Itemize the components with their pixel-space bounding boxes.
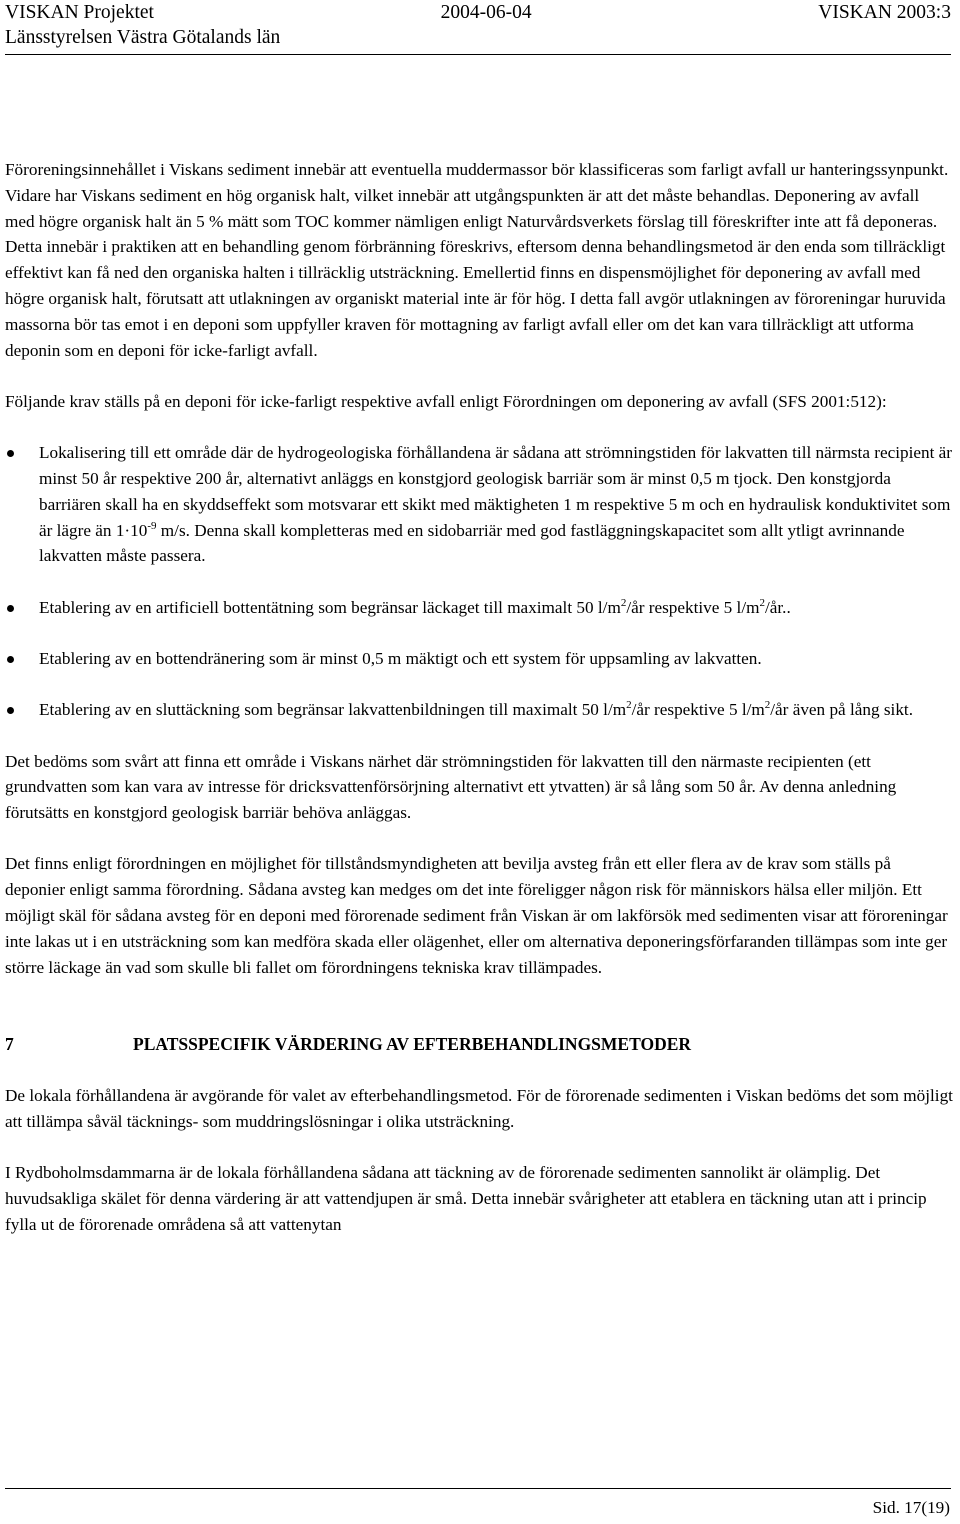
header-project: VISKAN Projektet xyxy=(5,2,154,23)
paragraph-1: Föroreningsinnehållet i Viskans sediment innebär att eventuella muddermassor bör klassificeras som farligt avfall ur hanteringssynpunkt. Vidare har Viskans sediment en hög organisk halt, vilket innebär att utgångspunkten är att det måste behandlas. Deponering av avfall med högre organisk halt än 5 % mätt som TOC kommer nämligen enligt Naturvårdsverkets förslag till föreskrifter inte att få deponeras. Detta innebär i praktiken att en behandling genom förbränning föreskrivs, eftersom denna behandlingsmetod är den enda som tillräckligt effektivt kan få ned den organiska halten i tillräcklig utsträckning. Emellertid finns en dispensmöjlighet för deponering av avfall med högre organisk halt, förutsatt att utlakningen av organiskt material inte är för hög. I detta fall avgör utlakningen av föroreningar huruvida massorna bör tas emot i en deponi som uppfyller kraven för mottagning av farligt avfall eller om det kan vara tillräckligt att utforma deponin som en deponi för icke-farligt avfall. xyxy=(5,160,949,360)
list-item-text: Lokalisering till ett område där de hydrogeologiska förhållandena är sådana att strömningstiden för lakvatten till närmsta recipient är minst 50 år respektive 200 år, alternativt anläggs en konstgjord geologisk barriär som är minst 0,5 m tjock. Den konstgjorda barriären skall ha en skyddseffekt som motsvarar ett skikt med mäktigheten 1 m respektive 5 m och en hydraulisk konduktivitet som är lägre än $1\cdot 10^{-9}$ m/s. Denna skall kompletteras med en sidobarriär med god fastläggningskapacitet som allt ytligt avrinnande lakvatten måste passera. xyxy=(39,443,953,566)
paragraph-4: Det finns enligt förordningen en möjlighet för tillståndsmyndigheten att bevilja avsteg från ett eller flera av de krav som ställs på deponier enligt samma förordning. Sådana avsteg kan medges om det inte föreligger någon risk för människors hälsa eller miljön. Ett möjligt skäl för sådana avsteg för en deponi med förorenade sediment från Viskan är om lakförsök med sedimenten visar att föroreningar inte lakas ut i en utsträckning som kan medföra skada eller olägenhet, eller om alternativa deponeringsförfaranden tillämpas som inte ger större läckage än vad som skulle bli fallet om förordningens tekniska krav tillämpades. xyxy=(5,854,948,977)
bullet-icon xyxy=(7,605,14,612)
header-date: 2004-06-04 xyxy=(440,2,532,23)
page-number: Sid. 17(19) xyxy=(872,1498,950,1517)
paragraph-6: I Rydboholmsdammarna är de lokala förhållandena sådana att täckning av de förorenade sedimenten sannolikt är olämplig. Det huvudsakliga skälet för denna värdering är att vattendjupen är små. Detta innebär svårigheter att etablera en täckning utan att i princip fylla ut de förorenade områdena så att vattenytan xyxy=(5,1163,927,1234)
header-rule xyxy=(5,54,951,55)
list-item-text: Etablering av en artificiell bottentätning som begränsar läckaget till maximalt 50 $l/m^2/år$ respektive 5 $l/m^2/år$.. xyxy=(39,596,791,617)
section-number: 7 xyxy=(5,1034,14,1055)
paragraph-5: De lokala förhållandena är avgörande för valet av efterbehandlingsmetod. För de förorenade sedimenten i Viskan bedöms det som möjligt att tillämpa såväl täcknings- som muddringslösningar i olika utsträckning. xyxy=(5,1085,953,1131)
requirements-list xyxy=(5,440,953,723)
list-item xyxy=(5,595,953,621)
page-content xyxy=(5,157,953,1237)
footer-rule xyxy=(5,1488,951,1489)
list-item xyxy=(5,697,953,723)
page-header xyxy=(5,0,951,50)
list-item xyxy=(5,646,953,672)
list-item-text: Etablering av en bottendränering som är minst 0,5 m mäktigt och ett system för uppsamling av lakvatten. xyxy=(39,648,762,668)
section-title: PLATSSPECIFIK VÄRDERING AV EFTERBEHANDLINGSMETODER xyxy=(133,1034,692,1055)
bullet-icon xyxy=(7,656,14,663)
bullet-icon xyxy=(7,707,14,714)
header-org: Länsstyrelsen Västra Götalands län xyxy=(5,27,281,48)
list-item-text: Etablering av en sluttäckning som begränsar lakvattenbildningen till maximalt 50 $l/m^2/år$ respektive 5 $l/m^2/år$ även på lång sikt. xyxy=(39,699,913,720)
section-heading xyxy=(5,1031,953,1057)
header-row xyxy=(5,0,951,25)
paragraph-2: Följande krav ställs på en deponi för icke-farligt respektive avfall enligt Förordningen om deponering av avfall (SFS 2001:512): xyxy=(5,391,887,411)
bullet-icon xyxy=(7,450,14,457)
list-item xyxy=(5,440,953,569)
paragraph-3: Det bedöms som svårt att finna ett område i Viskans närhet där strömningstiden för lakvatten till den närmaste recipienten (ett grundvatten som kan vara av intresse för dricksvattenförsörjning alternativt ett ytvatten) är så lång som 50 år. Av denna anledning förutsätts en konstgjord geologisk barriär behöva anläggas. xyxy=(5,751,897,823)
header-report: VISKAN 2003:3 xyxy=(818,2,951,23)
